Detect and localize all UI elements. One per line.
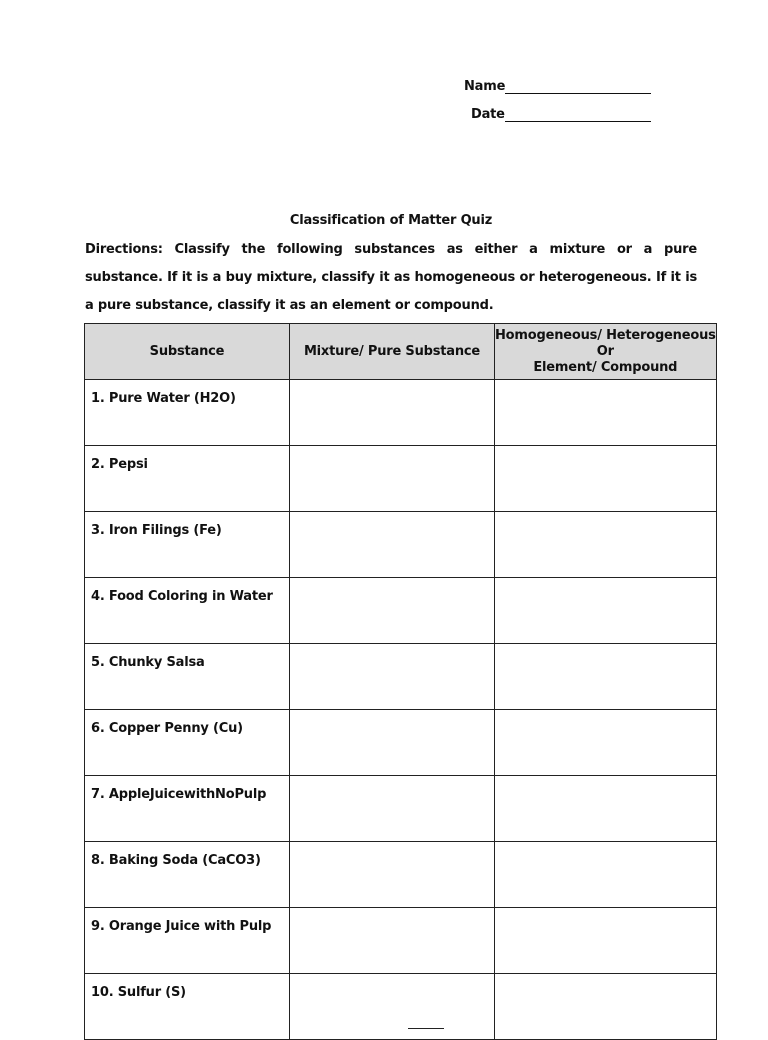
header-mixture-pure: Mixture/ Pure Substance bbox=[290, 324, 495, 380]
name-field[interactable] bbox=[464, 78, 651, 94]
type-answer-cell[interactable] bbox=[495, 710, 717, 776]
substance-cell: 9. Orange Juice with Pulp bbox=[85, 908, 290, 974]
substance-cell: 10. Sulfur (S) bbox=[85, 974, 290, 1040]
type-answer-cell[interactable] bbox=[495, 644, 717, 710]
table-row bbox=[85, 776, 717, 842]
table-row bbox=[85, 842, 717, 908]
type-answer-cell[interactable] bbox=[495, 974, 717, 1040]
table-row bbox=[85, 908, 717, 974]
mixture-answer-cell[interactable] bbox=[290, 512, 495, 578]
blank-underline bbox=[408, 1028, 444, 1029]
type-answer-cell[interactable] bbox=[495, 380, 717, 446]
header-substance: Substance bbox=[85, 324, 290, 380]
type-answer-cell[interactable] bbox=[495, 842, 717, 908]
mixture-answer-cell[interactable] bbox=[290, 710, 495, 776]
substance-cell: 6. Copper Penny (Cu) bbox=[85, 710, 290, 776]
quiz-title: Classification of Matter Quiz bbox=[289, 213, 493, 228]
date-field[interactable] bbox=[471, 106, 651, 122]
mixture-answer-cell[interactable] bbox=[290, 644, 495, 710]
name-label: Name bbox=[464, 79, 506, 94]
mixture-answer-cell[interactable] bbox=[290, 974, 495, 1040]
table-row bbox=[85, 644, 717, 710]
mixture-answer-cell[interactable] bbox=[290, 446, 495, 512]
header-type-line2: Or bbox=[596, 343, 614, 359]
mixture-answer-cell[interactable] bbox=[290, 380, 495, 446]
date-blank-line[interactable] bbox=[505, 106, 651, 122]
directions-text: Directions: Classify the following substances as either a mixture or a pure substance. If it is a buy mixture, classify it as homogeneous or heterogeneous. If it is a pure substance, classify it as an element or compound. bbox=[85, 242, 697, 313]
substance-cell: 1. Pure Water (H2O) bbox=[85, 380, 290, 446]
table-row bbox=[85, 380, 717, 446]
header-type-line3: Element/ Compound bbox=[533, 359, 678, 375]
type-answer-cell[interactable] bbox=[495, 512, 717, 578]
mixture-answer-cell[interactable] bbox=[290, 776, 495, 842]
table-row bbox=[85, 512, 717, 578]
quiz-table bbox=[84, 323, 717, 1040]
mixture-answer-cell[interactable] bbox=[290, 578, 495, 644]
header-classification bbox=[495, 324, 717, 380]
table-row bbox=[85, 974, 717, 1040]
substance-cell: 2. Pepsi bbox=[85, 446, 290, 512]
table-row bbox=[85, 446, 717, 512]
type-answer-cell[interactable] bbox=[495, 578, 717, 644]
mixture-answer-cell[interactable] bbox=[290, 908, 495, 974]
substance-cell: 7. AppleJuicewithNoPulp bbox=[85, 776, 290, 842]
table-header-row bbox=[85, 324, 717, 380]
table-row bbox=[85, 578, 717, 644]
header-type-line1: Homogeneous/ Heterogeneous bbox=[495, 327, 716, 343]
substance-cell: 3. Iron Filings (Fe) bbox=[85, 512, 290, 578]
type-answer-cell[interactable] bbox=[495, 446, 717, 512]
substance-cell: 8. Baking Soda (CaCO3) bbox=[85, 842, 290, 908]
name-blank-line[interactable] bbox=[505, 78, 651, 94]
type-answer-cell[interactable] bbox=[495, 776, 717, 842]
date-label: Date bbox=[471, 107, 505, 122]
substance-cell: 5. Chunky Salsa bbox=[85, 644, 290, 710]
type-answer-cell[interactable] bbox=[495, 908, 717, 974]
mixture-answer-cell[interactable] bbox=[290, 842, 495, 908]
table-row bbox=[85, 710, 717, 776]
substance-cell: 4. Food Coloring in Water bbox=[85, 578, 290, 644]
